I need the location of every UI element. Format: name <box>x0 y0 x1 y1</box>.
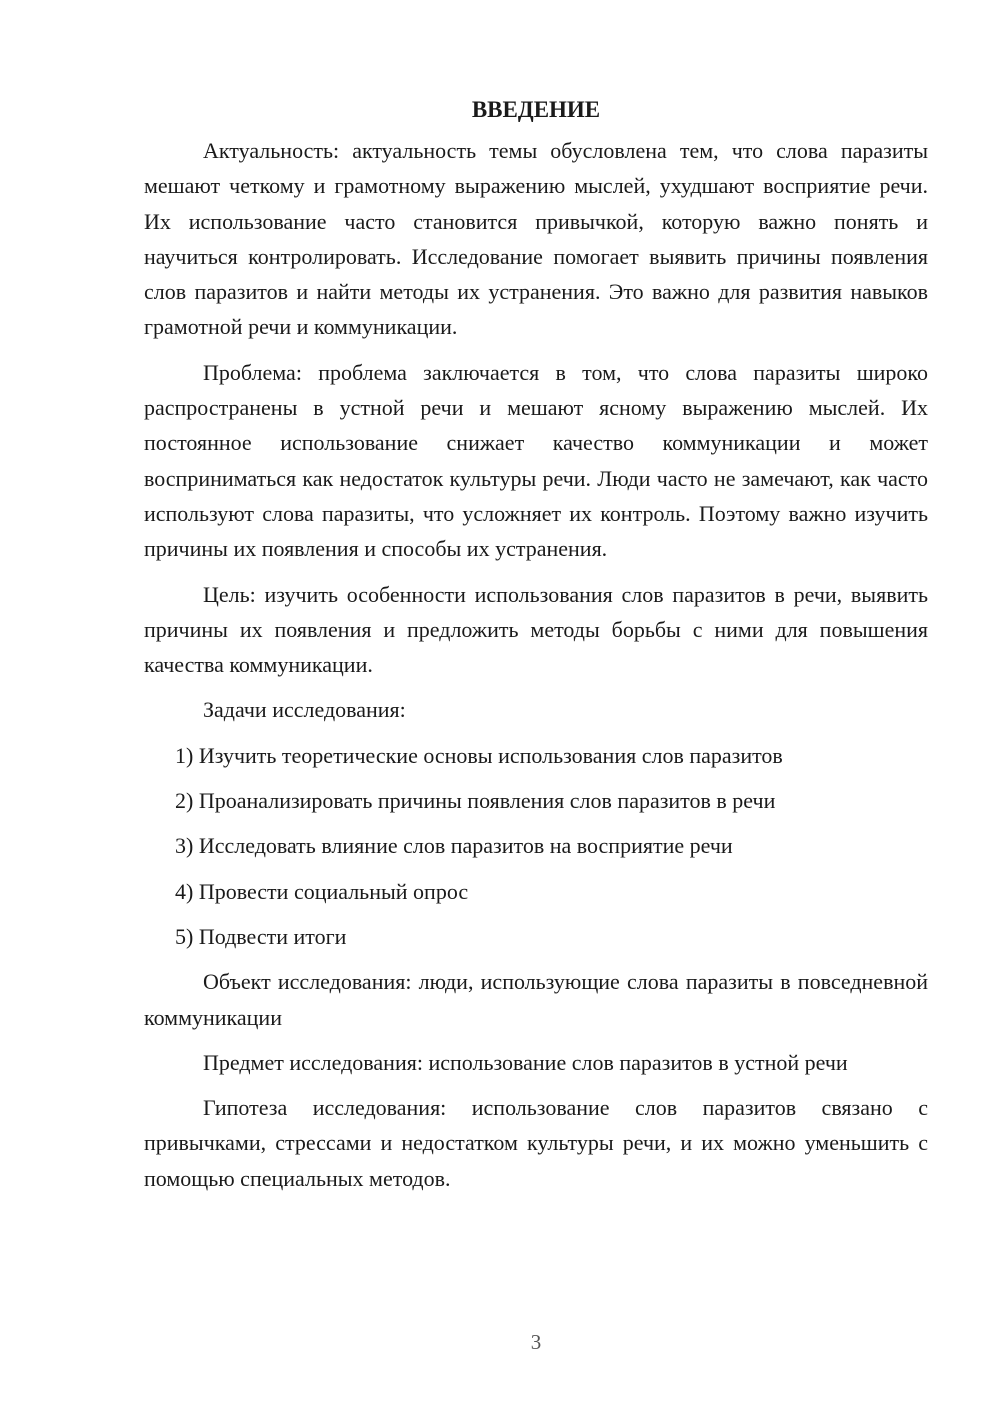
object-paragraph: Объект исследования: люди, использующие слова паразиты в повседневной коммуникации <box>144 969 928 1030</box>
page-number: 3 <box>530 1330 542 1354</box>
list-item: 1) Изучить теоретические основы использования слов паразитов <box>175 742 783 768</box>
list-item: 5) Подвести итоги <box>175 923 347 949</box>
list-item: 3) Исследовать влияние слов паразитов на восприятие речи <box>175 833 733 859</box>
subject-paragraph: Предмет исследования: использование слов паразитов в устной речи <box>203 1049 848 1075</box>
relevance-paragraph: Актуальность: актуальность темы обусловлена тем, что слова паразиты мешают четкому и грамотному выражению мыслей, ухудшают восприятие речи. Их использование часто становится привычкой, которую важно понять и научиться контролировать. Исследование помогает выявить причины появления слов паразитов и найти методы их устранения. Это важно для развития навыков грамотной речи и коммуникации. <box>144 138 928 340</box>
list-item: 2) Проанализировать причины появления слов паразитов в речи <box>175 788 776 814</box>
page-title: ВВЕДЕНИЕ <box>471 97 601 122</box>
problem-paragraph: Проблема: проблема заключается в том, что слова паразиты широко распространены в устной речи и мешают ясному выражению мыслей. Их постоянное использование снижает качество коммуникации и может восприниматься как недостаток культуры речи. Люди часто не замечают, как часто используют слова паразиты, что усложняет их контроль. Поэтому важно изучить причины их появления и способы их устранения. <box>144 359 928 562</box>
list-item: 4) Провести социальный опрос <box>175 878 469 904</box>
tasks-list <box>144 738 928 954</box>
hypothesis-paragraph: Гипотеза исследования: использование слов паразитов связано с привычками, стрессами и недостатком культуры речи, и их можно уменьшить с помощью специальных методов. <box>144 1095 928 1191</box>
goal-paragraph: Цель: изучить особенности использования слов паразитов в речи, выявить причины их появления и предложить методы борьбы с ними для повышения качества коммуникации. <box>144 581 928 678</box>
tasks-title: Задачи исследования: <box>203 697 406 723</box>
document-page <box>144 92 928 1206</box>
